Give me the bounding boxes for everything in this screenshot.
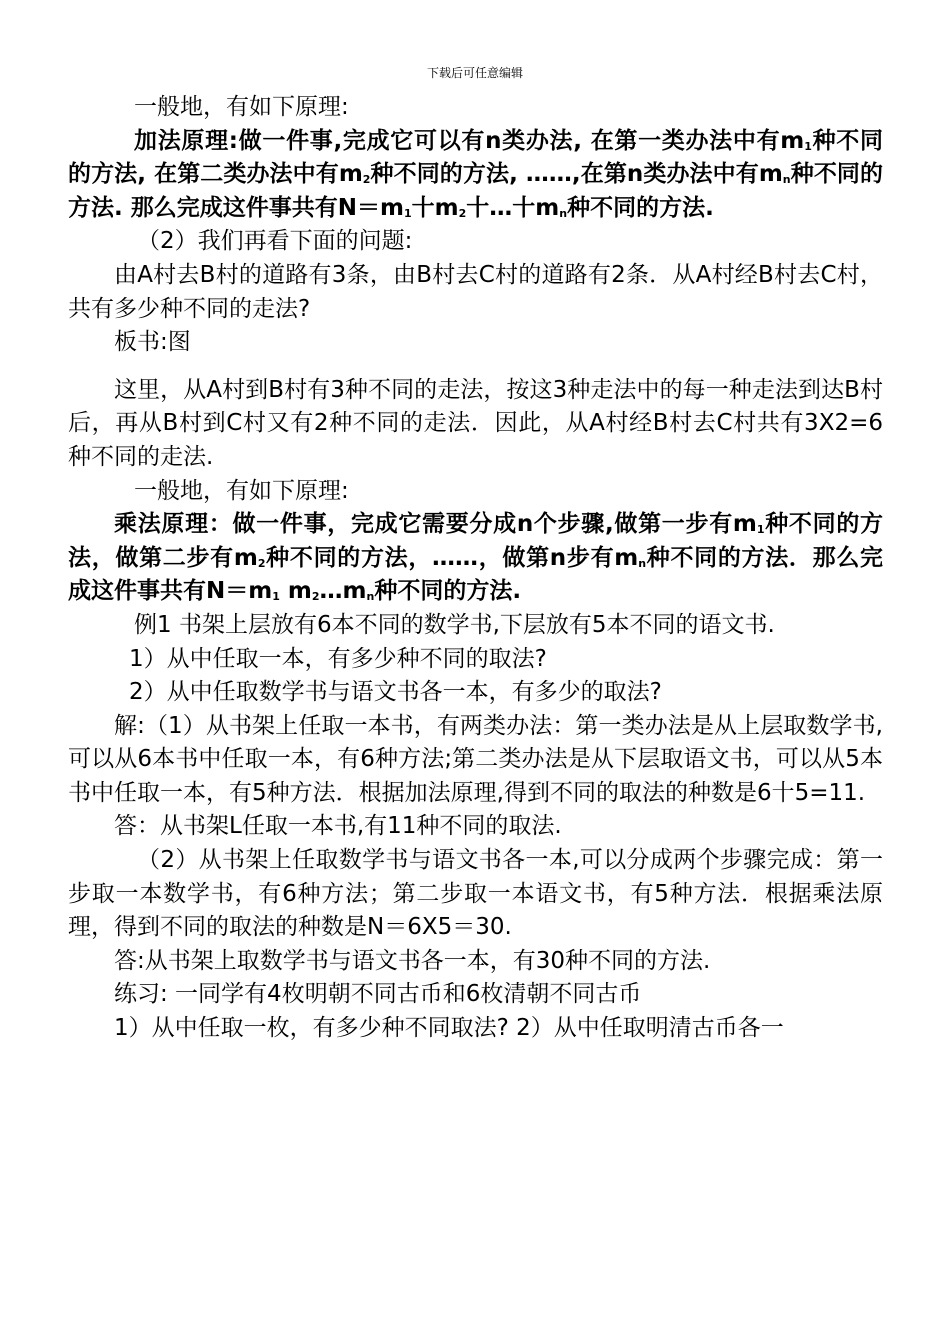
addition-principle-text-c: 种不同的方法, ……,在第n类办法中有m (370, 161, 783, 188)
paragraph-board: 板书:图 (114, 329, 191, 356)
paragraph-question-2: （2）我们再看下面的问题: (137, 228, 413, 255)
example-1-question-1: 1）从中任取一本，有多少种不同的取法? (129, 645, 547, 672)
subscript-n: n (366, 590, 375, 604)
paragraph-roads: 由A村去B村的道路有3条，由B村去C村的道路有2条．从A村经B村去C村，共有多少种不同的走法? (68, 261, 883, 322)
multiplication-principle-text-d: 种不同的方法．那么完成这件事共有N＝m (68, 544, 884, 605)
subscript-2: 2 (362, 173, 371, 187)
addition-principle-text-a: 加法原理:做一件事,完成它可以有n类办法, 在第一类办法中有m (134, 127, 805, 154)
multiplication-principle-text-b: 种不同的方法，做第二步有m (68, 511, 884, 571)
paragraph-intro-1: 一般地，有如下原理: (134, 94, 349, 120)
answer-2: 答:从书架上取数学书与语文书各一本，有30种不同的方法. (114, 947, 711, 974)
example-1: 例1 书架上层放有6本不同的数学书,下层放有5本不同的语文书. (134, 611, 775, 638)
solution-1: 解:（1）从书架上任取一本书，有两类办法：第一类办法是从上层取数学书,可以从6本书中任取一本，有6种方法;第二类办法是从下层取语文书，可以从5本书中任取一本，有5种方法．根据加法原理,得到不同的取法的种数是6十5=11. (68, 712, 883, 806)
addition-principle-text-f: 十…十m (466, 194, 560, 221)
subscript-n: n (559, 206, 568, 220)
document-body (68, 91, 883, 1046)
example-1-question-2: 2）从中任取数学书与语文书各一本，有多少的取法? (129, 679, 662, 706)
paragraph-explanation: 这里，从A村到B村有3种不同的走法，按这3种走法中的每一种走法到达B村后，再从B村到C村又有2种不同的走法．因此，从A村经B村去C村共有3X2=6种不同的走法. (68, 376, 883, 470)
solution-2: （2）从书架上任取数学书与语文书各一本,可以分成两个步骤完成：第一步取一本数学书，有6种方法；第二步取一本语文书，有5种方法．根据乘法原理，得到不同的取法的种数是N＝6X5＝30. (68, 847, 883, 941)
subscript-1: 1 (272, 590, 280, 604)
subscript-2: 2 (257, 556, 266, 570)
exercise: 练习: 一同学有4枚明朝不同古币和6枚清朝不同古币 (114, 981, 642, 1008)
multiplication-principle-text-a: 乘法原理：做一件事，完成它需要分成n个步骤,做第一步有m (114, 511, 757, 538)
page-header: 下载后可任意编辑 (426, 66, 523, 80)
multiplication-principle-text-f: …m (319, 578, 367, 605)
addition-principle-text-e: 十m (411, 194, 459, 221)
multiplication-principle-text-g: 种不同的方法. (374, 578, 522, 605)
addition-principle-text-d: 种不同的方法. 那么完成这件事共有N＝m (68, 161, 883, 221)
paragraph-intro-2: 一般地，有如下原理: (134, 477, 349, 504)
subscript-1: 1 (804, 139, 812, 153)
multiplication-principle-text-e: m (279, 578, 312, 605)
multiplication-principle-text-c: 种不同的方法，……，做第n步有m (265, 544, 639, 571)
addition-principle-text-b: 种不同的方法, 在第二类办法中有m (68, 127, 883, 188)
addition-principle-text-g: 种不同的方法. (567, 194, 714, 221)
subscript-n: n (638, 556, 647, 570)
subscript-1: 1 (756, 523, 765, 537)
multiplication-principle (68, 508, 883, 609)
subscript-n: n (782, 173, 791, 187)
exercise-questions: 1）从中任取一枚，有多少种不同取法? 2）从中任取明清古币各一 (114, 1015, 784, 1042)
figure-gap (68, 360, 883, 374)
addition-principle (68, 125, 883, 226)
subscript-2: 2 (311, 590, 320, 604)
subscript-1: 1 (403, 206, 412, 220)
subscript-2: 2 (458, 206, 467, 220)
answer-1: 答：从书架L任取一本书,有11种不同的取法. (114, 813, 562, 840)
